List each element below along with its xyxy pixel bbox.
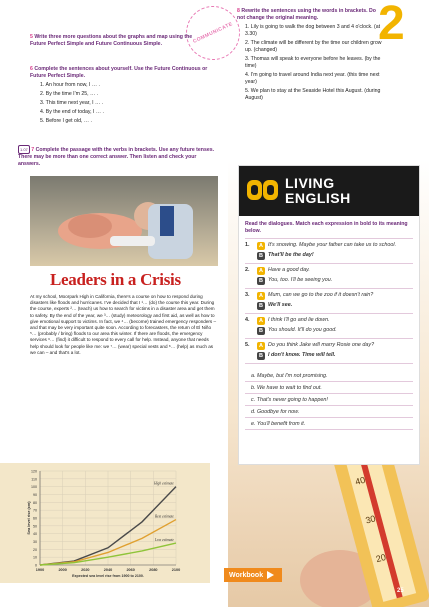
y-tick-label: 80 — [33, 500, 37, 505]
y-tick-label: 0 — [35, 563, 37, 568]
dialogue-a: I think I'll go and lie down. — [268, 317, 330, 323]
communicate-stamp: COMMUNICATE — [177, 0, 249, 69]
speaker-a-badge: A — [257, 342, 265, 350]
audio-icon[interactable]: 1.07 — [20, 147, 28, 152]
exercise-6-item: 3. This time next year, I … . — [40, 100, 104, 106]
x-tick-label: 2080 — [149, 568, 158, 572]
exercise-8-instruction: Rewrite the sentences using the words in brackets. Do not change the original meaning. — [237, 8, 376, 21]
exercise-6-item: 4. By the end of today, I … . — [40, 109, 104, 115]
dialogue-a: Do you think Jake will marry Rosie one day? — [268, 342, 375, 348]
x-tick-label: 2100 — [171, 568, 181, 572]
meaning-option: e. You'll benefit from it. — [245, 418, 413, 430]
exercise-5 — [30, 34, 200, 48]
y-tick-label: 90 — [33, 493, 37, 497]
living-english-header — [239, 166, 419, 216]
exercise-6 — [30, 66, 215, 125]
exercise-8-number: 8 — [237, 8, 240, 14]
exercise-8-item: 4. I'm going to travel around India next year. (this time next year) — [245, 72, 380, 85]
y-tick-label: 10 — [33, 555, 37, 560]
dialogue-item — [245, 288, 413, 313]
speaker-a-badge: A — [257, 292, 265, 300]
speaker-b-badge: B — [257, 327, 265, 335]
unit-number: 2 — [378, 0, 405, 50]
first-aid-illustration — [30, 176, 218, 266]
x-tick-label: 2040 — [103, 568, 113, 572]
meaning-option: b. We have to wait to find out. — [245, 382, 413, 394]
exercise-7 — [18, 145, 218, 168]
speaker-b-badge: B — [257, 302, 265, 310]
living-english-title-1: LIVING — [285, 175, 335, 191]
y-tick-label: 50 — [33, 524, 37, 529]
sea-level-chart — [0, 463, 210, 583]
exercise-6-instruction: Complete the sentences about yourself. Use the Future Continuous or Future Perfect Simple. — [30, 66, 208, 79]
dialogue-b: You, too. I'll be seeing you. — [268, 277, 333, 283]
y-tick-label: 30 — [33, 540, 37, 544]
svg-text:40: 40 — [354, 474, 367, 487]
exercise-8-item: 1. Lily is going to walk the dog between 3 and 4 o'clock. (at 3.30) — [245, 24, 381, 37]
exercise-5-number: 5 — [30, 34, 33, 40]
workbook-label: Workbook — [229, 571, 264, 579]
dialogue-item — [245, 313, 413, 338]
dialogue-b: We'll see. — [268, 302, 293, 308]
exercise-6-item: 1. An hour from now, I … . — [40, 82, 100, 88]
exercise-8-item: 3. Thomas will speak to everyone before he leaves. (by the time) — [245, 56, 381, 69]
dialogue-number: 4. — [245, 317, 250, 323]
exercise-7-instruction: Complete the passage with the verbs in brackets. Use any future tenses. There may be more than one correct answer. Then listen and check your answers. — [18, 147, 215, 167]
speaker-a-badge: A — [257, 267, 265, 275]
meaning-option: d. Goodbye for now. — [245, 406, 413, 418]
dialogue-number: 3. — [245, 292, 250, 298]
chart-svg — [0, 463, 210, 583]
series-label: High estimate — [153, 481, 174, 486]
exercise-8-item: 2. The climate will be different by the time our children grow up. (changed) — [245, 40, 382, 53]
thermometer-illustration — [300, 440, 429, 607]
speaker-b-badge: B — [257, 277, 265, 285]
series-label: Best estimate — [154, 514, 174, 519]
x-tick-label: 1900 — [35, 568, 45, 572]
y-tick-label: 120 — [31, 469, 37, 474]
y-axis-label: Sea level rise (cm) — [27, 501, 31, 535]
y-tick-label: 60 — [33, 516, 37, 521]
dialogue-a: It's snowing. Maybe your father can take us to school. — [268, 242, 397, 248]
meanings-list — [239, 364, 419, 430]
speaker-a-badge: A — [257, 242, 265, 250]
living-english-card — [238, 165, 420, 465]
y-tick-label: 70 — [33, 508, 37, 513]
passage-text: At my school, Moorpark High in California, there's a course on how to respond during disasters like floods and hurricanes. I've decided that I ¹… (do) the course this year. During the course, experts ²… (teach) us how to search for victims in a disaster area and get them to safety. By the end of the year, we ³… (study) meteorology and first aid, as well as how to give emotional support to victims. In fact, we ⁴… (become) trained emergency responders – and that may be very important quite soon. According to forecasters, the return of El Niño ⁵… (probably / bring) floods to our area this winter. If there are floods, the emergency services ⁶… (find) it difficult to respond to every call for help. Instead, anyone that needs help should look for people like me: we ⁷… (wear) special vests and ⁸… (help) as much as we can – and that's a lot. — [30, 294, 217, 355]
exercise-6-item: 5. Before I get old, … . — [40, 118, 92, 124]
y-tick-label: 100 — [31, 485, 37, 490]
workbook-button[interactable] — [224, 568, 282, 582]
speaker-b-badge: B — [257, 352, 265, 360]
x-tick-label: 2020 — [81, 568, 90, 572]
speaker-a-badge: A — [257, 317, 265, 325]
dialogue-b: I don't know. Time will tell. — [268, 352, 336, 358]
svg-text:20: 20 — [374, 551, 388, 565]
exercise-7-number: 7 — [31, 147, 35, 153]
living-english-title-2: ENGLISH — [285, 190, 351, 206]
passage-title: Leaders in a Crisis — [50, 270, 181, 289]
dialogue-item — [245, 238, 413, 263]
arrow-right-icon — [267, 571, 274, 579]
speech-bubbles-icon — [247, 178, 279, 204]
x-tick-label: 2060 — [126, 568, 135, 572]
exercise-5-instruction: Write three more questions about the graphs and map using the Future Perfect Simple and Future Continuous Simple. — [30, 34, 193, 47]
y-tick-label: 20 — [33, 547, 37, 552]
first-aid-photo — [30, 176, 218, 266]
dialogue-a: Mum, can we go to the zoo if it doesn't rain? — [268, 292, 374, 298]
exercise-6-item: 2. By the time I'm 25, … . — [40, 91, 99, 97]
x-tick-label: 2000 — [58, 568, 67, 572]
y-tick-label: 40 — [33, 532, 37, 537]
dialogue-a: Have a good day. — [268, 267, 310, 273]
x-axis-label: Expected sea level rise from 1900 to 2100. — [72, 574, 144, 578]
dialogue-list — [239, 238, 419, 364]
meaning-option: c. That's never going to happen! — [245, 394, 413, 406]
exercise-6-number: 6 — [30, 66, 33, 72]
dialogue-number: 5. — [245, 342, 250, 348]
speaker-b-badge: B — [257, 252, 265, 260]
dialogue-number: 2. — [245, 267, 250, 273]
page-number: 25 — [397, 588, 404, 594]
svg-text:30: 30 — [364, 513, 377, 526]
dialogue-b: You should. It'll do you good. — [268, 327, 337, 333]
dialogue-number: 1. — [245, 242, 250, 248]
exercise-8 — [237, 8, 385, 102]
exercise-8-item: 5. We plan to stay at the Seaside Hotel this August. (during August) — [245, 88, 381, 101]
dialogue-item — [245, 338, 413, 364]
dialogue-item — [245, 263, 413, 288]
series-label: Low estimate — [154, 538, 174, 543]
meaning-option: a. Maybe, but I'm not promising. — [245, 370, 413, 382]
living-english-instruction: Read the dialogues. Match each expression in bold to its meaning below. — [245, 221, 408, 234]
y-tick-label: 110 — [31, 477, 37, 482]
dialogue-b: That'll be the day! — [268, 252, 314, 258]
